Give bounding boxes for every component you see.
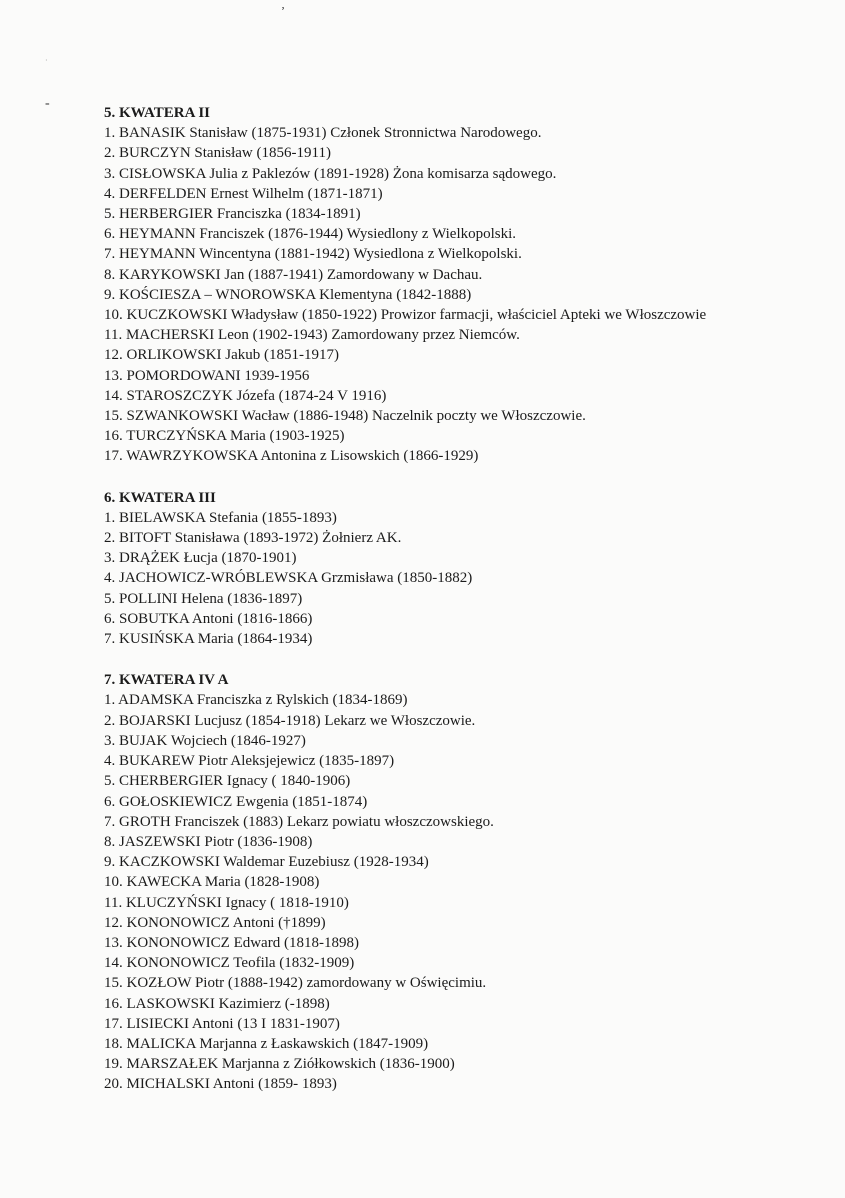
burial-entry: 1. BIELAWSKA Stefania (1855-1893) (104, 509, 337, 526)
burial-entry: 12. KONONOWICZ Antoni (†1899) (104, 914, 326, 931)
burial-entry: 9. KOŚCIESZA – WNOROWSKA Klementyna (1842-1888) (104, 286, 472, 303)
burial-entry: 11. MACHERSKI Leon (1902-1943) Zamordowany przez Niemców. (104, 327, 520, 344)
burial-entry: 5. POLLINI Helena (1836-1897) (104, 590, 303, 607)
burial-entry: 15. SZWANKOWSKI Wacław (1886-1948) Naczelnik poczty we Włoszczowie. (104, 408, 586, 425)
section-title: 5. KWATERA II (104, 105, 210, 121)
burial-entry: 4. BUKAREW Piotr Aleksjejewicz (1835-1897) (104, 753, 395, 770)
section-kwatera (104, 488, 764, 650)
burial-entry: 16. TURCZYŃSKA Maria (1903-1925) (104, 428, 345, 445)
burial-entry: 20. MICHALSKI Antoni (1859- 1893) (104, 1076, 337, 1093)
burial-list (104, 690, 764, 1094)
burial-entry: 1. ADAMSKA Franciszka z Rylskich (1834-1869) (104, 692, 408, 709)
burial-entry: 7. KUSIŃSKA Maria (1864-1934) (104, 631, 313, 648)
burial-entry: 1. BANASIK Stanisław (1875-1931) Członek Stronnictwa Narodowego. (104, 125, 542, 142)
scan-mark-left: - (45, 96, 50, 111)
burial-entry: 4. JACHOWICZ-WRÓBLEWSKA Grzmisława (1850-1882) (104, 570, 473, 587)
burial-entry: 8. KARYKOWSKI Jan (1887-1941) Zamordowany w Dachau. (104, 266, 483, 283)
burial-entry: 4. DERFELDEN Ernest Wilhelm (1871-1871) (104, 185, 383, 202)
burial-entry: 2. BITOFT Stanisława (1893-1972) Żołnierz AK. (104, 530, 402, 547)
burial-entry: 14. STAROSZCZYK Józefa (1874-24 V 1916) (104, 387, 387, 404)
burial-entry: 3. CISŁOWSKA Julia z Paklezów (1891-1928) Żona komisarza sądowego. (104, 165, 557, 182)
burial-list (104, 123, 764, 466)
burial-entry: 9. KACZKOWSKI Waldemar Euzebiusz (1928-1934) (104, 854, 429, 871)
scan-mark-top: ʼ (281, 4, 285, 18)
burial-entry: 6. HEYMANN Franciszek (1876-1944) Wysiedlony z Wielkopolski. (104, 226, 517, 243)
burial-entry: 17. WAWRZYKOWSKA Antonina z Lisowskich (1866-1929) (104, 448, 479, 465)
burial-entry: 3. BUJAK Wojciech (1846-1927) (104, 732, 306, 749)
burial-entry: 8. JASZEWSKI Piotr (1836-1908) (104, 833, 313, 850)
burial-entry: 6. SOBUTKA Antoni (1816-1866) (104, 610, 313, 627)
section-title: 6. KWATERA III (104, 489, 216, 506)
burial-entry: 2. BOJARSKI Lucjusz (1854-1918) Lekarz we Włoszczowie. (104, 712, 476, 729)
burial-entry: 5. CHERBERGIER Ignacy ( 1840-1906) (104, 773, 351, 790)
burial-entry: 7. GROTH Franciszek (1883) Lekarz powiatu włoszczowskiego. (104, 813, 494, 830)
document-content (104, 103, 764, 1116)
burial-entry: 7. HEYMANN Wincentyna (1881-1942) Wysiedlona z Wielkopolski. (104, 246, 522, 263)
burial-entry: 13. KONONOWICZ Edward (1818-1898) (104, 934, 359, 951)
burial-entry: 2. BURCZYN Stanisław (1856-1911) (104, 145, 331, 162)
burial-entry: 12. ORLIKOWSKI Jakub (1851-1917) (104, 347, 339, 364)
section-kwatera (104, 670, 764, 1094)
section-title: 7. KWATERA IV A (104, 672, 229, 689)
burial-entry: 11. KLUCZYŃSKI Ignacy ( 1818-1910) (104, 894, 349, 911)
burial-entry: 19. MARSZAŁEK Marjanna z Ziółkowskich (1836-1900) (104, 1056, 455, 1073)
burial-entry: 13. POMORDOWANI 1939-1956 (104, 367, 310, 384)
burial-entry: 10. KAWECKA Maria (1828-1908) (104, 874, 320, 891)
burial-list (104, 508, 764, 649)
burial-entry: 16. LASKOWSKI Kazimierz (-1898) (104, 995, 330, 1012)
burial-entry: 15. KOZŁOW Piotr (1888-1942) zamordowany w Oświęcimiu. (104, 975, 487, 992)
burial-entry: 18. MALICKA Marjanna z Łaskawskich (1847-1909) (104, 1035, 429, 1052)
section-kwatera (104, 103, 764, 467)
burial-entry: 10. KUCZKOWSKI Władysław (1850-1922) Prowizor farmacji, właściciel Apteki we Włoszczowie (104, 307, 707, 324)
burial-entry: 5. HERBERGIER Franciszka (1834-1891) (104, 206, 361, 223)
burial-entry: 3. DRĄŻEK Łucja (1870-1901) (104, 550, 297, 567)
burial-entry: 17. LISIECKI Antoni (13 I 1831-1907) (104, 1015, 340, 1032)
burial-entry: 14. KONONOWICZ Teofila (1832-1909) (104, 955, 355, 972)
scan-speck: · (45, 56, 48, 65)
burial-entry: 6. GOŁOSKIEWICZ Ewgenia (1851-1874) (104, 793, 368, 810)
